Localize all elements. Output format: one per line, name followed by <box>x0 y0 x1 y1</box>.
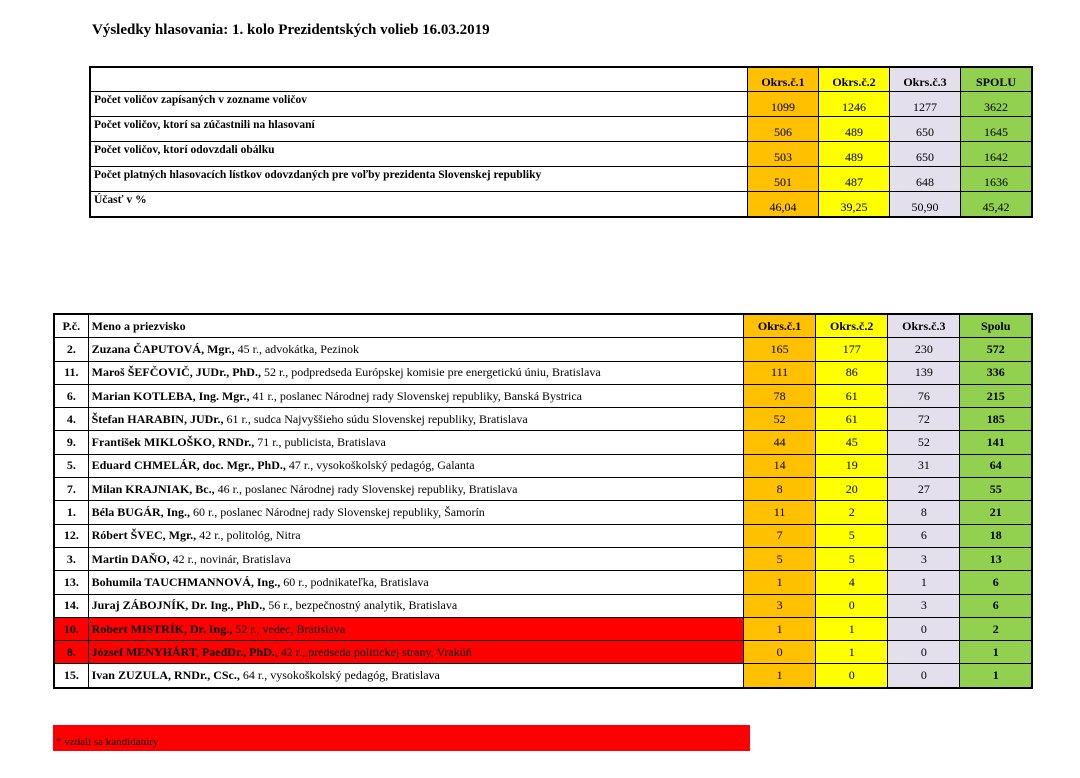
candidate-info: 52 r., podpredseda Európskej komisie pre energetickú úniu, Bratislava <box>260 365 601 380</box>
candidate-name-cell <box>88 547 743 570</box>
candidate-votes: 78 <box>744 384 816 407</box>
summary-row <box>90 167 1032 192</box>
summary-column-header: Okrs.č.3 <box>890 67 961 92</box>
candidate-total: 1 <box>960 641 1032 664</box>
candidate-name: Zuzana ČAPUTOVÁ, Mgr., <box>91 341 235 356</box>
candidate-info: 42 r., politológ, Nitra <box>196 528 301 543</box>
summary-cell: 650 <box>890 142 961 167</box>
candidate-votes: 3 <box>744 594 816 617</box>
candidate-votes: 0 <box>816 594 888 617</box>
candidate-votes: 7 <box>744 524 816 547</box>
candidate-name: Martin DAŇO, <box>91 551 170 566</box>
candidate-total: 215 <box>960 384 1032 407</box>
candidate-row <box>54 594 1032 617</box>
candidate-number: 12. <box>54 524 88 547</box>
candidate-row <box>54 431 1032 454</box>
summary-row-label: Počet voličov, ktorí odovzdali obálku <box>90 142 748 167</box>
summary-cell: 39,25 <box>819 192 890 218</box>
candidate-total: 6 <box>960 594 1032 617</box>
candidate-number: 5. <box>54 454 88 477</box>
candidate-row <box>54 617 1032 640</box>
candidate-name-cell <box>88 454 743 477</box>
candidate-name: Robert MISTRÍK, Dr. Ing., <box>91 621 233 636</box>
candidate-info: 64 r., vysokoškolský pedagóg, Bratislava <box>239 668 440 683</box>
summary-table <box>89 66 1033 218</box>
candidate-row <box>54 338 1032 361</box>
candidate-votes: 20 <box>816 478 888 501</box>
candidate-number: 6. <box>54 384 88 407</box>
summary-row-label: Účasť v % <box>90 192 748 218</box>
candidate-row <box>54 384 1032 407</box>
candidate-name-cell <box>88 478 743 501</box>
candidate-votes: 44 <box>744 431 816 454</box>
candidate-total: 336 <box>960 361 1032 384</box>
candidate-row <box>54 478 1032 501</box>
candidate-total: 2 <box>960 617 1032 640</box>
summary-cell: 1636 <box>961 167 1033 192</box>
candidate-name-cell <box>88 384 743 407</box>
summary-cell: 3622 <box>961 92 1033 117</box>
header-c3: Okrs.č.3 <box>888 314 960 338</box>
candidate-number: 11. <box>54 361 88 384</box>
candidate-info: 42 r., novinár, Bratislava <box>169 551 291 566</box>
candidate-name-cell <box>88 594 743 617</box>
candidate-total: 185 <box>960 408 1032 431</box>
candidate-number: 1. <box>54 501 88 524</box>
candidate-total: 572 <box>960 338 1032 361</box>
summary-cell: 1099 <box>748 92 819 117</box>
candidate-votes: 0 <box>816 664 888 688</box>
candidate-name: Milan KRAJNIAK, Bc., <box>91 481 215 496</box>
candidate-votes: 27 <box>888 478 960 501</box>
candidate-number: 4. <box>54 408 88 431</box>
candidate-votes: 52 <box>744 408 816 431</box>
candidate-votes: 31 <box>888 454 960 477</box>
candidate-name-cell <box>88 571 743 594</box>
summary-cell: 487 <box>819 167 890 192</box>
candidate-name-cell <box>88 501 743 524</box>
candidate-info: 46 r., poslanec Národnej rady Slovenskej republiky, Bratislava <box>214 481 518 496</box>
summary-row <box>90 92 1032 117</box>
summary-cell: 489 <box>819 142 890 167</box>
candidate-votes: 86 <box>816 361 888 384</box>
candidate-total: 1 <box>960 664 1032 688</box>
candidate-votes: 45 <box>816 431 888 454</box>
candidate-votes: 165 <box>744 338 816 361</box>
candidate-votes: 6 <box>888 524 960 547</box>
candidate-info: 52 r., vedec, Bratislava <box>232 621 346 636</box>
candidate-info: 60 r., poslanec Národnej rady Slovenskej republiky, Šamorín <box>189 505 485 520</box>
candidate-total: 6 <box>960 571 1032 594</box>
candidate-number: 15. <box>54 664 88 688</box>
candidate-votes: 3 <box>888 594 960 617</box>
summary-cell: 648 <box>890 167 961 192</box>
summary-cell: 45,42 <box>961 192 1033 218</box>
candidate-name: Maroš ŠEFČOVIČ, JUDr., PhD., <box>91 365 261 380</box>
summary-cell: 1277 <box>890 92 961 117</box>
summary-header-row <box>90 67 1032 92</box>
candidate-row <box>54 454 1032 477</box>
candidate-votes: 14 <box>744 454 816 477</box>
candidate-votes: 230 <box>888 338 960 361</box>
candidate-row <box>54 571 1032 594</box>
candidate-votes: 0 <box>888 664 960 688</box>
candidate-name: Juraj ZÁBOJNÍK, Dr. Ing., PhD., <box>91 598 266 613</box>
candidate-name: Ivan ZUZULA, RNDr., CSc., <box>91 668 240 683</box>
summary-cell: 506 <box>748 117 819 142</box>
candidate-name: František MIKLOŠKO, RNDr., <box>91 435 255 450</box>
candidate-name-cell <box>88 617 743 640</box>
candidate-votes: 72 <box>888 408 960 431</box>
candidate-votes: 0 <box>888 617 960 640</box>
summary-cell: 1642 <box>961 142 1033 167</box>
candidate-name-cell <box>88 524 743 547</box>
candidate-name-cell <box>88 664 743 688</box>
summary-header-blank <box>90 67 748 92</box>
candidate-votes: 61 <box>816 408 888 431</box>
summary-row <box>90 192 1032 218</box>
candidate-info: 61 r., sudca Najvyššieho súdu Slovenskej republiky, Bratislava <box>223 411 528 426</box>
candidate-total: 55 <box>960 478 1032 501</box>
summary-cell: 46,04 <box>748 192 819 218</box>
candidate-votes: 19 <box>816 454 888 477</box>
summary-cell: 489 <box>819 117 890 142</box>
summary-row-label: Počet voličov, ktorí sa zúčastnili na hlasovaní <box>90 117 748 142</box>
summary-row <box>90 117 1032 142</box>
candidate-name-cell <box>88 408 743 431</box>
candidate-number: 3. <box>54 547 88 570</box>
header-pc: P.č. <box>54 314 88 338</box>
candidate-votes: 0 <box>744 641 816 664</box>
header-name: Meno a priezvisko <box>88 314 743 338</box>
candidate-name: Róbert ŠVEC, Mgr., <box>91 528 197 543</box>
candidate-number: 14. <box>54 594 88 617</box>
candidate-info: 71 r., publicista, Bratislava <box>254 435 386 450</box>
candidate-name: Štefan HARABIN, JUDr., <box>91 411 224 426</box>
candidate-name: Eduard CHMELÁR, doc. Mgr., PhD., <box>91 458 286 473</box>
summary-cell: 1645 <box>961 117 1033 142</box>
candidate-number: 2. <box>54 338 88 361</box>
candidate-name-cell <box>88 431 743 454</box>
candidate-total: 64 <box>960 454 1032 477</box>
candidate-votes: 11 <box>744 501 816 524</box>
candidate-info: 56 r., bezpečnostný analytik, Bratislava <box>265 598 458 613</box>
candidate-name-cell <box>88 641 743 664</box>
candidate-row <box>54 501 1032 524</box>
candidate-row <box>54 408 1032 431</box>
header-c2: Okrs.č.2 <box>816 314 888 338</box>
summary-cell: 501 <box>748 167 819 192</box>
candidate-info: 60 r., podnikateľka, Bratislava <box>280 574 429 589</box>
candidate-number: 7. <box>54 478 88 501</box>
candidate-row <box>54 641 1032 664</box>
candidate-name-cell <box>88 338 743 361</box>
candidate-total: 141 <box>960 431 1032 454</box>
candidate-votes: 1 <box>744 571 816 594</box>
summary-cell: 503 <box>748 142 819 167</box>
summary-cell: 50,90 <box>890 192 961 218</box>
summary-column-header: SPOLU <box>961 67 1033 92</box>
candidate-name: Marian KOTLEBA, Ing. Mgr., <box>91 388 250 403</box>
candidate-votes: 1 <box>744 664 816 688</box>
summary-column-header: Okrs.č.2 <box>819 67 890 92</box>
summary-row-label: Počet platných hlasovacích lístkov odovzdaných pre voľby prezidenta Slovenskej republiky <box>90 167 748 192</box>
candidate-votes: 3 <box>888 547 960 570</box>
candidate-votes: 111 <box>744 361 816 384</box>
results-table <box>53 313 1033 689</box>
candidate-total: 18 <box>960 524 1032 547</box>
candidate-row <box>54 664 1032 688</box>
header-c1: Okrs.č.1 <box>744 314 816 338</box>
candidate-votes: 1 <box>888 571 960 594</box>
candidate-name: József MENYHÁRT, PaedDr., PhD., <box>91 644 278 659</box>
results-header-row <box>54 314 1032 338</box>
candidate-votes: 76 <box>888 384 960 407</box>
candidate-info: 41 r., poslanec Národnej rady Slovenskej republiky, Banská Bystrica <box>249 388 583 403</box>
candidate-votes: 177 <box>816 338 888 361</box>
withdrawn-note: * vzdali sa kandidatúry <box>53 725 750 751</box>
page-title: Výsledky hlasovania: 1. kolo Prezidentských volieb 16.03.2019 <box>92 22 490 38</box>
candidate-votes: 1 <box>816 617 888 640</box>
candidate-name: Béla BUGÁR, Ing., <box>91 505 190 520</box>
candidate-votes: 61 <box>816 384 888 407</box>
candidate-votes: 8 <box>744 478 816 501</box>
candidate-votes: 1 <box>744 617 816 640</box>
candidate-votes: 5 <box>744 547 816 570</box>
candidate-name-cell <box>88 361 743 384</box>
candidate-number: 10. <box>54 617 88 640</box>
candidate-votes: 5 <box>816 547 888 570</box>
summary-column-header: Okrs.č.1 <box>748 67 819 92</box>
candidate-number: 9. <box>54 431 88 454</box>
candidate-row <box>54 547 1032 570</box>
summary-cell: 1246 <box>819 92 890 117</box>
candidate-total: 13 <box>960 547 1032 570</box>
candidate-votes: 0 <box>888 641 960 664</box>
candidate-number: 13. <box>54 571 88 594</box>
candidate-info: 47 r., vysokoškolský pedagóg, Galanta <box>285 458 475 473</box>
candidate-number: 8. <box>54 641 88 664</box>
header-total: Spolu <box>960 314 1032 338</box>
candidate-info: 42 r., predseda politickej strany, Vrakúň <box>277 644 472 659</box>
candidate-total: 21 <box>960 501 1032 524</box>
candidate-votes: 52 <box>888 431 960 454</box>
candidate-name: Bohumila TAUCHMANNOVÁ, Ing., <box>91 574 281 589</box>
candidate-votes: 8 <box>888 501 960 524</box>
candidate-votes: 2 <box>816 501 888 524</box>
candidate-votes: 139 <box>888 361 960 384</box>
summary-row <box>90 142 1032 167</box>
candidate-votes: 4 <box>816 571 888 594</box>
candidate-row <box>54 524 1032 547</box>
summary-row-label: Počet voličov zapísaných v zozname voličov <box>90 92 748 117</box>
candidate-row <box>54 361 1032 384</box>
candidate-votes: 5 <box>816 524 888 547</box>
candidate-votes: 1 <box>816 641 888 664</box>
summary-cell: 650 <box>890 117 961 142</box>
candidate-info: 45 r., advokátka, Pezinok <box>234 341 359 356</box>
